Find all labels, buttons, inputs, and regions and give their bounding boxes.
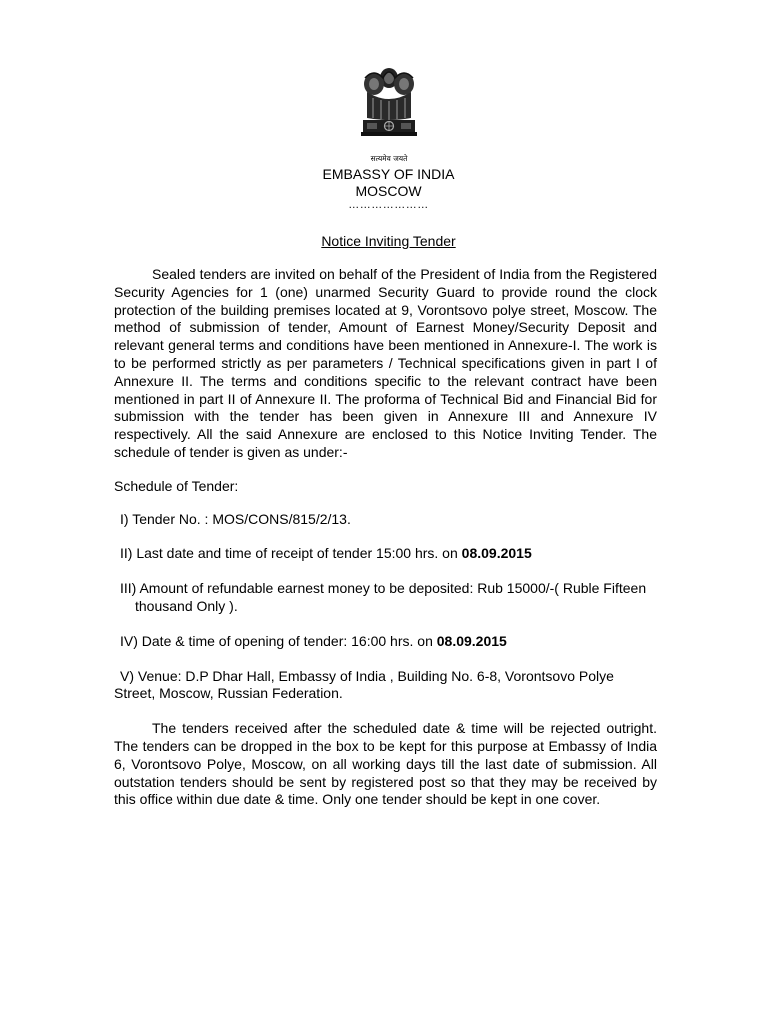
header-dots-divider: ………………… bbox=[348, 199, 429, 211]
national-emblem-icon bbox=[349, 62, 429, 166]
schedule-item-2: II) Last date and time of receipt of tender 15:00 hrs. on 08.09.2015 bbox=[120, 545, 532, 562]
schedule-item-1: I) Tender No. : MOS/CONS/815/2/13. bbox=[120, 510, 351, 527]
schedule-item-4: IV) Date & time of opening of tender: 16:00 hrs. on 08.09.2015 bbox=[120, 632, 507, 649]
notice-title: Notice Inviting Tender bbox=[321, 233, 456, 249]
schedule-item-5: V) Venue: D.P Dhar Hall, Embassy of India , Building No. 6-8, Vorontsovo Polye Street, Moscow, Russian Federation. bbox=[114, 667, 614, 702]
opening-date: 08.09.2015 bbox=[436, 632, 507, 649]
document-page bbox=[114, 62, 657, 809]
emblem-motto: सत्यमेव जयते bbox=[370, 154, 407, 163]
receipt-date: 08.09.2015 bbox=[461, 545, 532, 562]
schedule-heading: Schedule of Tender: bbox=[114, 477, 239, 494]
notice-intro-paragraph: Sealed tenders are invited on behalf of the President of India from the Registered Security Agencies for 1 (one) unarmed Security Guard to provide round the clock protection of the building premises located at 9, Vorontsovo polye street, Moscow. The method of submission of tender, Amount of Earnest Money/Security Deposit and relevant general terms and conditions have been mentioned in Annexure-I. The work is to be performed strictly as per parameters / Technical specifications given in part I of Annexure II. The terms and conditions specific to the relevant contract have been mentioned in part II of Annexure II. The proforma of Technical Bid and Financial Bid for submission with the tender has been given in Annexure III and Annexure IV respectively. All the said Annexure are enclosed to this Notice Inviting Tender. The schedule of tender is given as under:- bbox=[114, 266, 657, 460]
embassy-city: MOSCOW bbox=[355, 182, 422, 199]
embassy-name: EMBASSY OF INDIA bbox=[322, 166, 455, 182]
closing-paragraph: The tenders received after the scheduled date & time will be rejected outright. The tenders can be dropped in the box to be kept for this purpose at Embassy of India 6, Vorontsovo Polye, Moscow, on all working days till the last date of submission. All outstation tenders should be sent by registered post so that they may be received by this office within due date & time. Only one tender should be kept in one cover. bbox=[114, 720, 657, 808]
schedule-item-3: III) Amount of refundable earnest money to be deposited: Rub 15000/-( Ruble Fifteen thousand Only ). bbox=[120, 580, 647, 614]
